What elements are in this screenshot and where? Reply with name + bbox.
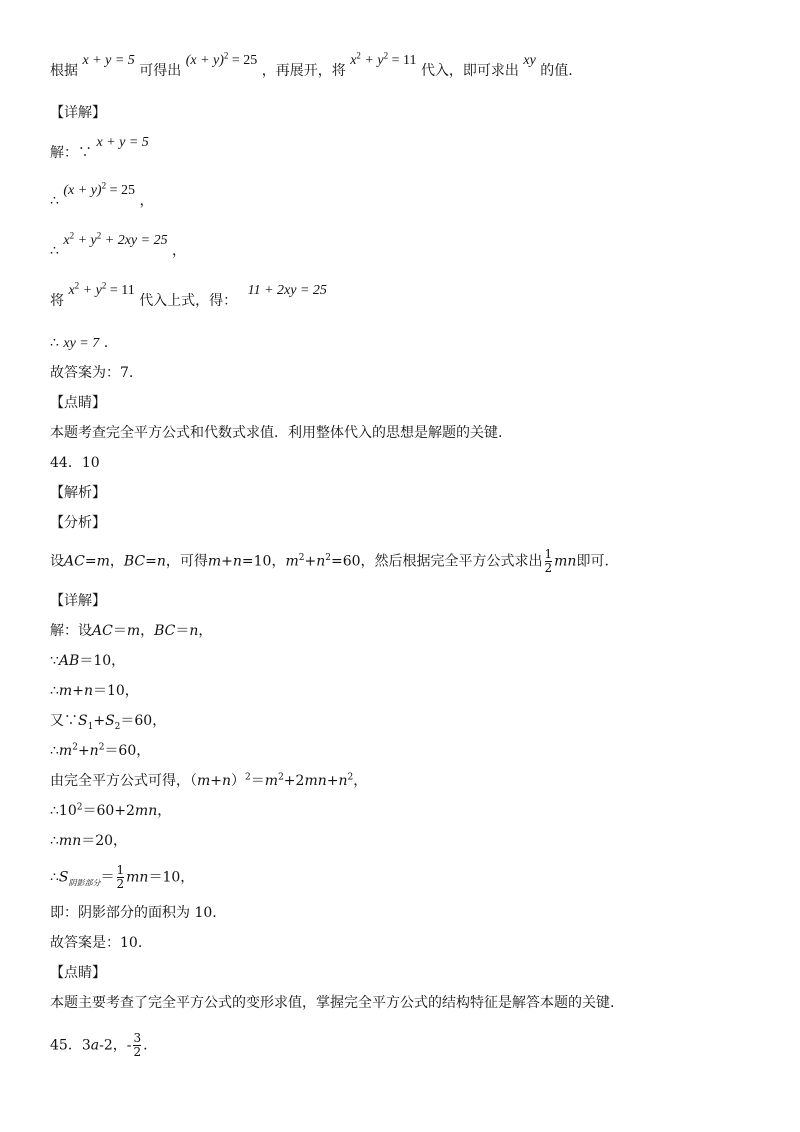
text: 45．3 (50, 1037, 91, 1054)
solution-line (50, 180, 154, 211)
math-sup: 2 (74, 280, 80, 291)
var: BC (123, 553, 146, 570)
var: n (316, 553, 326, 570)
text: ， (109, 553, 124, 570)
var: mn (134, 803, 158, 819)
text: ∴ (50, 743, 59, 759)
text: . (143, 1037, 148, 1054)
var: S (78, 713, 88, 729)
math-sup: 2 (223, 50, 229, 61)
text: 将 (50, 293, 64, 309)
text: ∴10 (50, 803, 77, 819)
var: mn (126, 869, 149, 886)
text: + (210, 773, 223, 789)
text: ， (157, 803, 172, 819)
solution-line (50, 864, 194, 891)
solution-line (50, 622, 212, 640)
text: -2，- (99, 1037, 132, 1054)
comment-text: 本题主要考查了完全平方公式的变形求值，掌握完全平方公式的结构特征是解答本题的关键. (50, 995, 615, 1011)
section-heading-breakdown: 【分析】 (50, 515, 106, 531)
var: m (126, 623, 141, 639)
text: + (304, 553, 317, 570)
var: n (338, 773, 348, 789)
text: ＝10， (148, 869, 195, 886)
math-sup: 2 (101, 280, 107, 291)
var: n (83, 683, 93, 699)
text: ＝60+2 (82, 803, 135, 819)
var: m (197, 773, 211, 789)
var: a (90, 1037, 100, 1054)
solution-line (50, 230, 187, 261)
section-heading-detail: 【详解】 (50, 105, 106, 121)
var: m (285, 553, 299, 570)
text: ∵ (50, 653, 59, 669)
text: 代入上式，得： (139, 293, 238, 309)
math-expr: x (63, 233, 70, 248)
text: +2 (283, 773, 305, 789)
var: n (222, 773, 232, 789)
math-expr: x (68, 283, 75, 298)
fraction-numerator: 1 (544, 547, 553, 561)
var: mn (304, 773, 327, 789)
text: + (77, 743, 90, 759)
solution-line (50, 682, 139, 700)
math-expr: 11 + 2xy = 25 (247, 283, 327, 298)
text: ，再展开，将 (261, 63, 346, 79)
sup: 2 (325, 552, 331, 563)
answer-line: 故答案为：7. (50, 365, 134, 381)
fraction-numerator: 1 (116, 863, 125, 877)
solution-line (50, 334, 108, 353)
text: 代入，即可求出 (420, 63, 519, 79)
var: AB (58, 653, 80, 669)
text: ＝20， (81, 833, 128, 849)
section-heading-detail: 【详解】 (50, 593, 106, 609)
text: ∴ (50, 869, 59, 886)
math-sup: 2 (96, 230, 102, 241)
therefore-symbol: ∴ (50, 243, 59, 259)
fraction-denominator: 2 (116, 877, 125, 891)
text: 解：∵ (50, 145, 92, 161)
text: 又∵ (50, 713, 78, 729)
var: S (58, 869, 69, 886)
text: 设 (50, 553, 64, 570)
math-sup: 2 (69, 230, 75, 241)
var: m+n (207, 553, 242, 570)
text: + (72, 683, 84, 699)
var: mn (58, 833, 82, 849)
solution-line (50, 772, 367, 790)
text: ＝10， (92, 683, 139, 699)
text: =60，然后根据完全平方公式求出 (330, 553, 543, 570)
math-expr: + y (74, 233, 97, 248)
solution-line (50, 802, 171, 820)
therefore-symbol: ∴ (50, 193, 59, 209)
math-expr: (x + y) (185, 53, 224, 68)
text: ，可得 (165, 553, 208, 570)
solution-line (50, 712, 166, 730)
text: ＝ (250, 773, 265, 789)
sup: 2 (347, 772, 354, 783)
var: m (58, 743, 73, 759)
section-heading-comment: 【点睛】 (50, 965, 106, 981)
fraction (545, 548, 553, 575)
var: n (189, 623, 199, 639)
text: 根据 (50, 63, 78, 79)
math-expr: (x + y) (63, 183, 102, 198)
text: ＝60， (120, 713, 167, 729)
math-expr: = 25 (106, 183, 135, 198)
text: ， (353, 773, 368, 789)
fraction-denominator: 2 (544, 561, 553, 575)
var: n (156, 553, 166, 570)
text: ＝10， (79, 653, 126, 669)
var: m (58, 683, 73, 699)
question-number-44: 44．10 (50, 455, 100, 471)
sup: 2 (245, 772, 251, 783)
fraction (133, 1032, 141, 1059)
math-expr: xy = 7 (63, 336, 100, 351)
solution-line (50, 135, 149, 163)
solution-line (50, 280, 327, 311)
var: S (105, 713, 115, 729)
text: =10， (241, 553, 286, 570)
question-number-45 (50, 1032, 148, 1059)
text: ∴ (50, 833, 59, 849)
var: BC (154, 623, 176, 639)
text: + (326, 773, 339, 789)
analysis-line (50, 548, 609, 575)
sup: 2 (76, 802, 83, 813)
therefore-symbol: ∴ (50, 335, 59, 351)
section-heading-comment: 【点睛】 (50, 395, 106, 411)
math-sup: 2 (101, 180, 107, 191)
sup: 2 (278, 772, 284, 783)
math-expr: = 25 (228, 53, 258, 68)
math-expr: = 11 (106, 283, 135, 298)
math-expr: x + y = 5 (96, 135, 149, 150)
text: ， (139, 193, 154, 209)
text: 由完全平方公式可得，（ (50, 773, 197, 789)
line-analysis-hint (50, 50, 573, 81)
text: 的值. (540, 63, 573, 79)
text: ＝60， (104, 743, 151, 759)
solution-line (50, 742, 150, 760)
fraction (117, 864, 125, 891)
text: = (84, 553, 97, 570)
sup: 2 (98, 742, 105, 753)
var: m (96, 553, 110, 570)
math-expr: + y (79, 283, 102, 298)
sub: 阴影部分 (68, 878, 101, 888)
math-expr: = 11 (388, 53, 417, 68)
text: ＝ (175, 623, 190, 639)
solution-line (50, 652, 125, 670)
fraction-numerator: 3 (133, 1031, 142, 1045)
math-expr: x (350, 53, 357, 68)
math-expr: xy (523, 53, 536, 68)
var: m (264, 773, 279, 789)
var: n (89, 743, 99, 759)
text: ） (231, 773, 246, 789)
math-expr: x + y = 5 (82, 53, 135, 68)
text: 即可. (576, 553, 609, 570)
sub: 2 (114, 721, 121, 732)
text: . (103, 335, 109, 351)
conclusion-line: 即：阴影部分的面积为 10. (50, 905, 217, 921)
text: ， (198, 623, 213, 639)
text: = (145, 553, 157, 570)
math-sup: 2 (383, 50, 389, 61)
solution-line (50, 832, 127, 850)
math-expr: + y (360, 53, 384, 68)
math-expr: + 2xy = 25 (101, 233, 168, 248)
section-heading-analysis: 【解析】 (50, 485, 106, 501)
text: ， (172, 243, 187, 259)
sup: 2 (72, 742, 78, 753)
answer-line: 故答案是：10. (50, 935, 143, 951)
math-sup: 2 (356, 50, 361, 61)
sup: 2 (298, 552, 305, 563)
text: ， (140, 623, 155, 639)
text: 解：设 (50, 623, 92, 639)
text: ＝ (112, 623, 127, 639)
text: ∴ (50, 683, 59, 699)
text: + (93, 713, 106, 729)
text: ＝ (100, 869, 115, 886)
fraction-denominator: 2 (133, 1045, 142, 1059)
sub: 1 (87, 721, 94, 732)
var: AC (92, 623, 113, 639)
comment-text: 本题考查完全平方公式和代数式求值．利用整体代入的思想是解题的关键. (50, 425, 503, 441)
var: mn (554, 553, 577, 570)
var: AC (64, 553, 85, 570)
text: 可得出 (139, 63, 182, 79)
